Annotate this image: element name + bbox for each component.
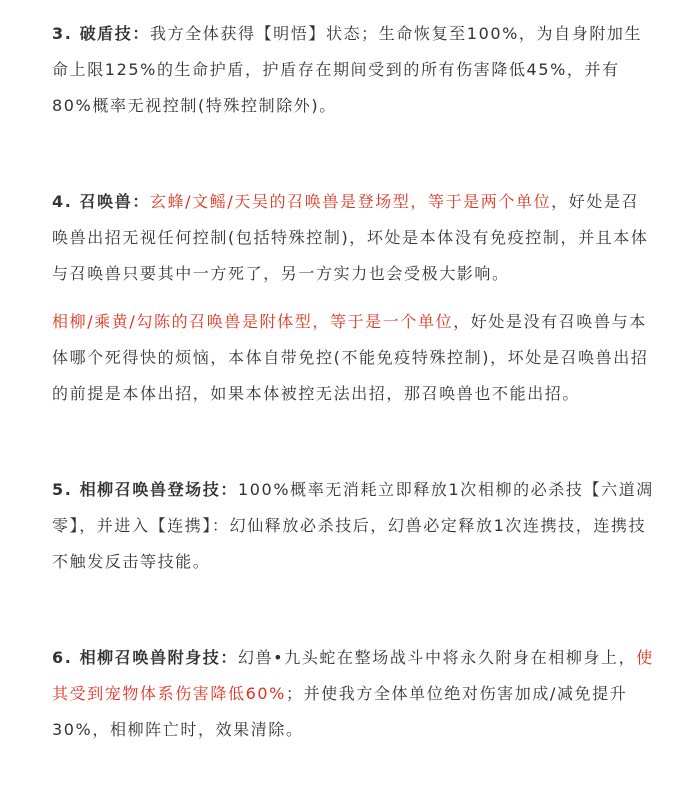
section-4-paragraph-1 [52,184,654,292]
section-6-paragraph [52,640,654,748]
section-5-text: 100%概率无消耗立即释放1次相柳的必杀技【六道凋零】，并进入【连携】：幻仙释放必杀技后，幻兽必定释放1次连携技，连携技不触发反击等技能。 [52,480,654,571]
section-5-paragraph [52,472,654,580]
section-4-text-1: ，好处是召唤兽出招无视任何控制(包括特殊控制)，坏处是本体没有免疫控制，并且本体与召唤兽只要其中一方死了，另一方实力也会受极大影响。 [52,192,649,283]
section-4-paragraph-2 [52,304,654,412]
section-3-text: 我方全体获得【明悟】状态；生命恢复至100%，为自身附加生命上限125%的生命护盾，护盾存在期间受到的所有伤害降低45%，并有80%概率无视控制(特殊控制除外)。 [52,24,643,115]
section-3-paragraph [52,16,654,124]
section-4-highlight-summon-type: 玄蜂/文鳐/天吴的召唤兽是登场型，等于是两个单位 [149,192,552,211]
section-6-text-2: ；并使我方全体单位绝对伤害加成/减免提升30%，相柳阵亡时，效果清除。 [52,684,628,739]
section-4-heading: 4. 召唤兽： [52,192,150,211]
section-6-highlight-damage-reduction: 使其受到宠物体系伤害降低60% [52,648,654,703]
section-4-highlight-attach-type: 相柳/乘黄/勾陈的召唤兽是附体型，等于是一个单位 [52,312,454,331]
section-6-text-1: 幻兽•九头蛇在整场战斗中将永久附身在相柳身上， [237,648,637,667]
section-3-heading: 3. 破盾技： [52,24,150,43]
section-4-text-2: ，好处是没有召唤兽与本体哪个死得快的烦恼，本体自带免控(不能免疫特殊控制)，坏处是召唤兽出招的前提是本体出招，如果本体被控无法出招，那召唤兽也不能出招。 [52,312,649,403]
section-5-heading: 5. 相柳召唤兽登场技： [52,480,238,499]
section-6-heading: 6. 相柳召唤兽附身技： [52,648,238,667]
